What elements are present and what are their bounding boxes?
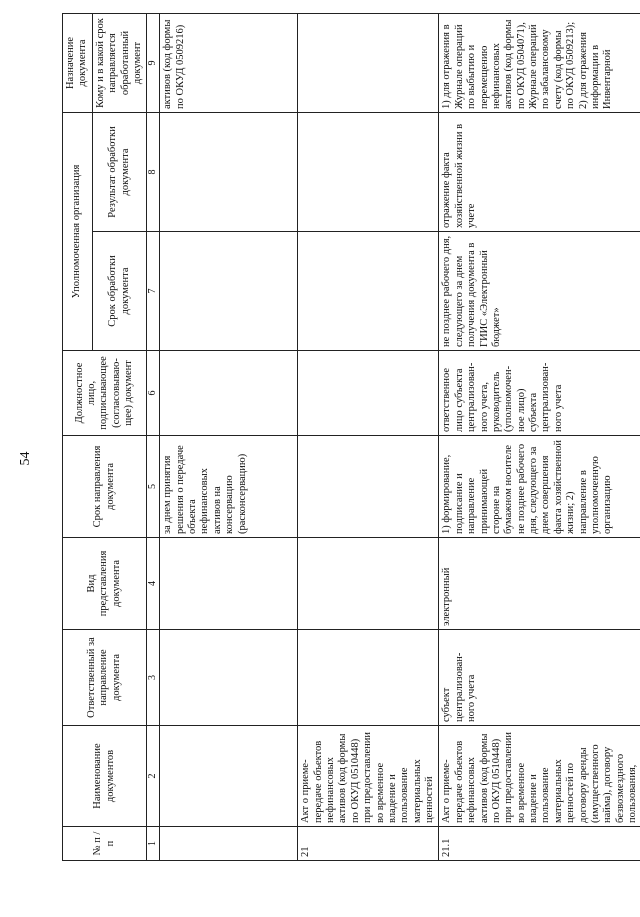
column-number: 9 (147, 14, 160, 113)
row-destination (298, 14, 439, 113)
table-row (160, 14, 298, 861)
row-signer (160, 351, 298, 436)
row-responsible (298, 630, 439, 726)
row-document-name (160, 726, 298, 827)
header-number: № п / п (63, 827, 147, 861)
row-signer: ответственное лицо субъекта централизован-ного учета, руководитель (уполномочен-ное лицо) субъекта централизован-ного учета (439, 351, 640, 436)
document-register-table (62, 13, 640, 861)
row-form (160, 538, 298, 630)
column-number: 7 (147, 232, 160, 351)
row-responsible: субъект централизован-ного учета (439, 630, 640, 726)
row-number: 21 (298, 827, 439, 861)
header-authorized-organization: Уполномоченная организация (63, 113, 93, 351)
column-number: 8 (147, 113, 160, 232)
row-form: электронный (439, 538, 640, 630)
header-signer: Должностное лицо, подписывающее (согласовываю-щее) документ (63, 351, 147, 436)
row-form (298, 538, 439, 630)
row-destination: 1) для отражения в Журнале операций по выбытию и перемещению нефинансовых активов (код формы по ОКУД 0504071), Журнале операций по забалансовому счету (код формы по ОКУД 0509213); 2) для отражения информации в Инвентарной (439, 14, 640, 113)
header-destination: Кому и в какой срок направляется обработанный документ (92, 14, 147, 113)
row-result (160, 113, 298, 232)
row-term: 1) формирование, подписание и направление принимающей стороне на бумажном носителе не позднее рабочего дня, следующего за днем совершения факта хозяйственной жизни; 2) направление в уполномоченную организацию (439, 436, 640, 538)
column-number: 4 (147, 538, 160, 630)
row-responsible (160, 630, 298, 726)
row-number: 21.1 (439, 827, 640, 861)
column-number: 1 (147, 827, 160, 861)
page-number: 54 (18, 451, 33, 466)
header-processing-term: Срок обработки документа (92, 232, 147, 351)
row-processing-term (298, 232, 439, 351)
row-document-name: Акт о приеме-передаче объектов нефинансовых активов (код формы по ОКУД 0510448) при предоставлении во временное владение и пользование материальных ценностей по договору аренды (имущественного найма), договору безвозмездного пользования, (439, 726, 640, 827)
column-number: 5 (147, 436, 160, 538)
row-term: за днем принятия решения о передаче объекта нефинансовых активов на консервацию (расконсервацию) (160, 436, 298, 538)
row-result (298, 113, 439, 232)
column-number-row (147, 14, 160, 861)
row-term (298, 436, 439, 538)
header-term: Срок направления документа (63, 436, 147, 538)
header-responsible: Ответственный за направление документа (63, 630, 147, 726)
row-number (160, 827, 298, 861)
row-document-name: Акт о приеме-передаче объектов нефинансовых активов (код формы по ОКУД 0510448) при предоставлении во временное владение и пользование материальных ценностей (298, 726, 439, 827)
row-signer (298, 351, 439, 436)
header-document-name: Наименование документов (63, 726, 147, 827)
row-processing-term: не позднее рабочего дня, следующего за днем получения документа в ГИИС «Электронный бюджет» (439, 232, 640, 351)
column-number: 2 (147, 726, 160, 827)
table-header-row-1 (63, 14, 93, 861)
row-processing-term (160, 232, 298, 351)
header-processing-result: Результат обработки документа (92, 113, 147, 232)
row-result: отражение факта хозяйственной жизни в учете (439, 113, 640, 232)
header-form: Вид представления документа (63, 538, 147, 630)
column-number: 3 (147, 630, 160, 726)
column-number: 6 (147, 351, 160, 436)
table-row (439, 14, 640, 861)
row-destination: активов (код формы по ОКУД 0509216) (160, 14, 298, 113)
header-purpose: Назначение документа (63, 14, 93, 113)
table-row (298, 14, 439, 861)
